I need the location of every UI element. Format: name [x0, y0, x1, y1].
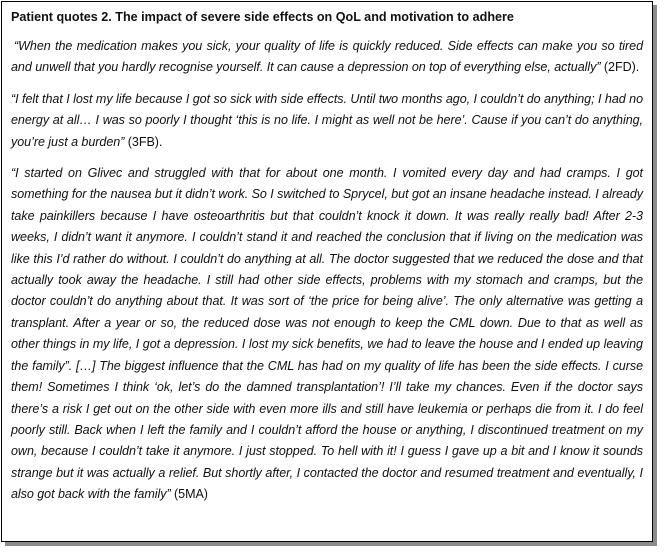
participant-code: (2FD). [600, 60, 640, 75]
quote-text: “I started on Glivec and struggled with that for about one month. I vomited every day and had cramps. I got something for the nausea but it didn’t work. So I switched to Sprycel, but got an insane headache instead. I already take painkillers because I have osteoarthritis but that couldn’t knock it down. It was really really bad! After 2-3 weeks, I didn’t want it anymore. I couldn’t stand it and reached the conclusion that if living on the medication was like this I’d rather do without. I couldn’t do anything at all. The doctor suggested that we reduced the dose and that actually took away the headache. I still had other side effects, problems with my stomach and cramps, but the doctor couldn’t do anything about that. It was sort of ‘the price for being alive’. The only alternative was getting a transplant. After a year or so, the reduced dose was not enough to keep the CML down. Due to that as well as other things in my life, I got a depression. I lost my sick benefits, we had to leave the house and I ended up leaving the family”. […] The biggest influence that the CML has had on my quality of life has been the side effects. I curse them! Sometimes I think ‘ok, let’s do the damned transplantation’! I’ll take my chances. Even if the doctor says there’s a risk I get out on the other side with even more ills and still have leukemia or perhaps die from it. I do feel poorly still. Back when I left the family and I couldn’t afford the house or anything, I discontinued treatment on my own, because I couldn’t take it anymore. I just stopped. To hell with it! I guess I gave up a bit and I know it sounds strange but it was actually a relief. But shortly after, I contacted the doctor and resumed treatment and eventually, I also got back with the family” [11, 166, 643, 502]
participant-code: (3FB). [124, 134, 163, 149]
quote-text: “I felt that I lost my life because I got so sick with side effects. Until two months ago, I couldn’t do anything; I had no energy at all… I was so poorly I thought ‘this is no life. I might as well not be here’. Cause if you can’t do anything, you’re just a burden” [11, 91, 643, 149]
quote-paragraph [11, 163, 643, 506]
box-title: Patient quotes 2. The impact of severe side effects on QoL and motivation to adhere [11, 10, 514, 24]
quote-paragraph [11, 36, 643, 79]
quote-paragraph [11, 89, 643, 153]
participant-code: (5MA) [170, 487, 208, 502]
quote-box [1, 1, 653, 542]
quote-text: “When the medication makes you sick, your quality of life is quickly reduced. Side effects can make you so tired and unwell that you hardly recognise yourself. It can cause a depression on top of everything else, actually” [11, 39, 643, 75]
